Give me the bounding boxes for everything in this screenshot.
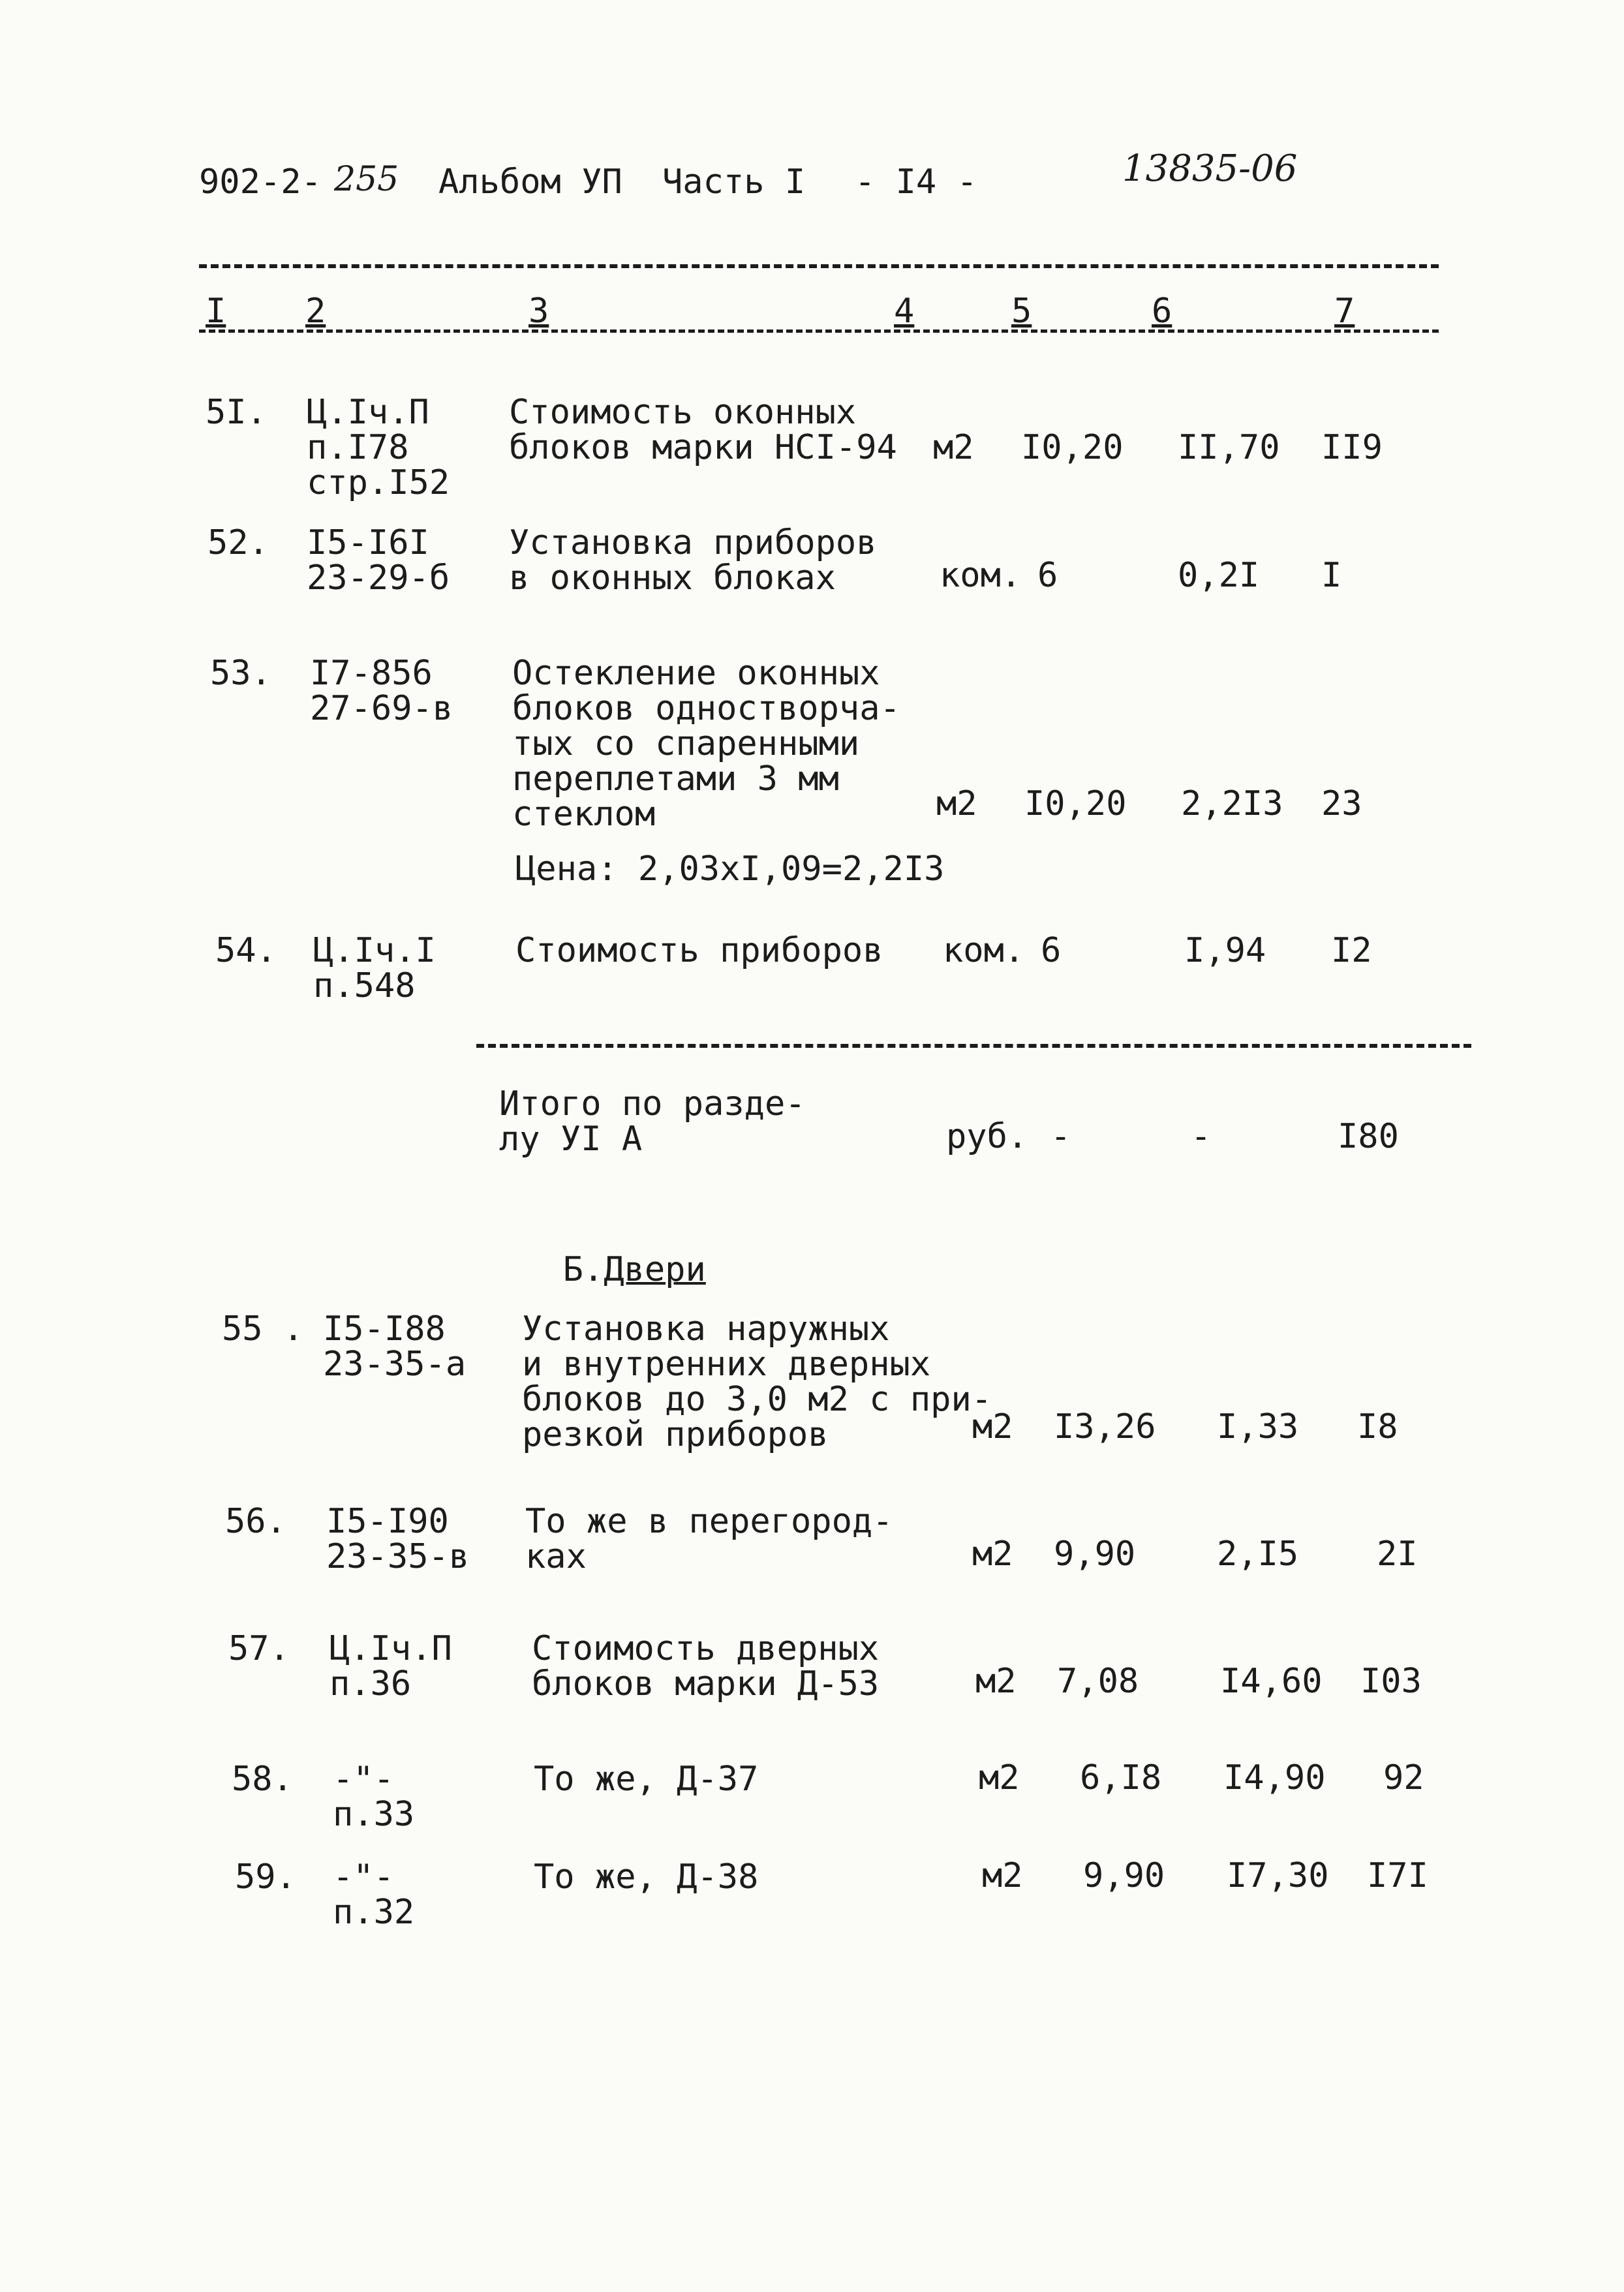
header-divider	[199, 264, 1439, 268]
row-number: 54.	[215, 931, 277, 970]
row-reference: I5-I6I 23-29-б	[307, 523, 450, 598]
column-number: 4	[894, 292, 915, 331]
row-number: 58.	[232, 1760, 293, 1799]
row-quantity: 7,08	[1057, 1662, 1139, 1701]
header-album: Альбом УП	[438, 162, 622, 202]
row-total: I	[1321, 556, 1342, 595]
row-price: I7,30	[1227, 1856, 1329, 1895]
subtotal-price: -	[1191, 1117, 1212, 1156]
doc-number-handwritten: 13835-06	[1122, 147, 1298, 190]
row-total: I8	[1357, 1407, 1398, 1446]
row-total: 2I	[1377, 1535, 1418, 1574]
column-number: 6	[1152, 292, 1172, 331]
row-reference: I5-I90 23-35-в	[326, 1502, 470, 1576]
subtotal-quantity: -	[1050, 1117, 1071, 1156]
row-price: I,94	[1184, 931, 1266, 970]
row-quantity: I3,26	[1054, 1407, 1156, 1446]
header-code-prefix: 902-2-	[199, 162, 322, 202]
row-price: I4,60	[1220, 1662, 1323, 1701]
header-page-number: - I4 -	[855, 162, 977, 202]
row-quantity: 6	[1041, 931, 1062, 970]
row-reference: Ц.Iч.I п.548	[313, 931, 436, 1005]
row-quantity: I0,20	[1024, 784, 1127, 823]
row-unit: м2	[979, 1758, 1020, 1797]
row-number: 55 .	[222, 1309, 304, 1349]
row-description: Установка наружных и внутренних дверных блоков до 3,0 м2 с при- резкой приборов	[522, 1309, 992, 1454]
row-reference: I7-856 27-69-в	[310, 654, 453, 728]
row-reference: -"- п.33	[333, 1760, 415, 1834]
subtotal-unit: руб.	[946, 1117, 1028, 1156]
row-number: 53.	[210, 654, 271, 693]
row-number: 59.	[235, 1857, 296, 1897]
column-number: 5	[1011, 292, 1032, 331]
row-price: I4,90	[1223, 1758, 1326, 1797]
row-description: Стоимость приборов	[515, 931, 883, 970]
row-unit: м2	[972, 1535, 1013, 1574]
section-prefix: Б.	[562, 1250, 604, 1289]
row-quantity: 6,I8	[1080, 1758, 1162, 1797]
subtotal-label: Итого по разде- лу УI А	[499, 1084, 806, 1159]
column-number: 3	[529, 292, 549, 331]
row-description: Стоимость дверных блоков марки Д-53	[532, 1629, 880, 1704]
row-total: I7I	[1367, 1856, 1428, 1895]
row-total: 23	[1321, 784, 1362, 823]
row-unit: м2	[936, 784, 977, 823]
row-description: То же в перегород- ках	[525, 1502, 893, 1576]
row-unit: м2	[972, 1407, 1013, 1446]
row-description: Стоимость оконных блоков марки НСI-94	[509, 393, 897, 467]
row-quantity: 6	[1037, 556, 1058, 595]
row-price: 2,2I3	[1181, 784, 1283, 823]
row-number: 5I.	[206, 393, 267, 432]
row-unit: ком.	[943, 931, 1025, 970]
row-total: II9	[1321, 428, 1383, 467]
row-price: 2,I5	[1217, 1535, 1299, 1574]
column-numbers-underline	[199, 329, 1439, 333]
row-description: То же, Д-37	[534, 1760, 759, 1799]
section-heading	[522, 1217, 706, 1287]
row-description: Установка приборов в оконных блоках	[509, 523, 877, 598]
row-total: I2	[1331, 931, 1372, 970]
row-description: То же, Д-38	[534, 1857, 759, 1897]
column-number: 7	[1334, 292, 1355, 331]
row-reference: -"- п.32	[333, 1857, 415, 1932]
row-reference: Ц.Iч.П п.36	[329, 1629, 452, 1704]
row-reference: I5-I88 23-35-а	[323, 1309, 467, 1384]
row-unit: м2	[933, 428, 974, 467]
subtotal-divider	[476, 1044, 1471, 1048]
section-title: Двери	[604, 1250, 706, 1289]
row-total: I03	[1360, 1662, 1422, 1701]
row-number: 52.	[207, 523, 269, 562]
row-number: 56.	[225, 1502, 286, 1541]
row-number: 57.	[228, 1629, 290, 1668]
row-quantity: 9,90	[1054, 1535, 1136, 1574]
header-code-handwritten: 255	[334, 160, 399, 199]
row-total: 92	[1383, 1758, 1424, 1797]
row-unit: м2	[982, 1856, 1023, 1895]
column-number: 2	[305, 292, 326, 331]
row-quantity: I0,20	[1021, 428, 1124, 467]
row-description: Остекление оконных блоков одностворча- тых со спаренными переплетами 3 мм стеклом	[512, 654, 900, 834]
price-calculation-note: Цена: 2,03хI,09=2,2I3	[515, 849, 945, 889]
row-quantity: 9,90	[1083, 1856, 1165, 1895]
row-unit: м2	[975, 1662, 1017, 1701]
row-price: 0,2I	[1178, 556, 1260, 595]
subtotal-total: I80	[1338, 1117, 1399, 1156]
row-unit: ком.	[940, 556, 1022, 595]
row-price: II,70	[1178, 428, 1280, 467]
row-reference: Ц.Iч.П п.I78 стр.I52	[307, 393, 450, 502]
header-part: Часть I	[662, 162, 806, 202]
column-number: I	[206, 292, 226, 331]
row-price: I,33	[1217, 1407, 1299, 1446]
